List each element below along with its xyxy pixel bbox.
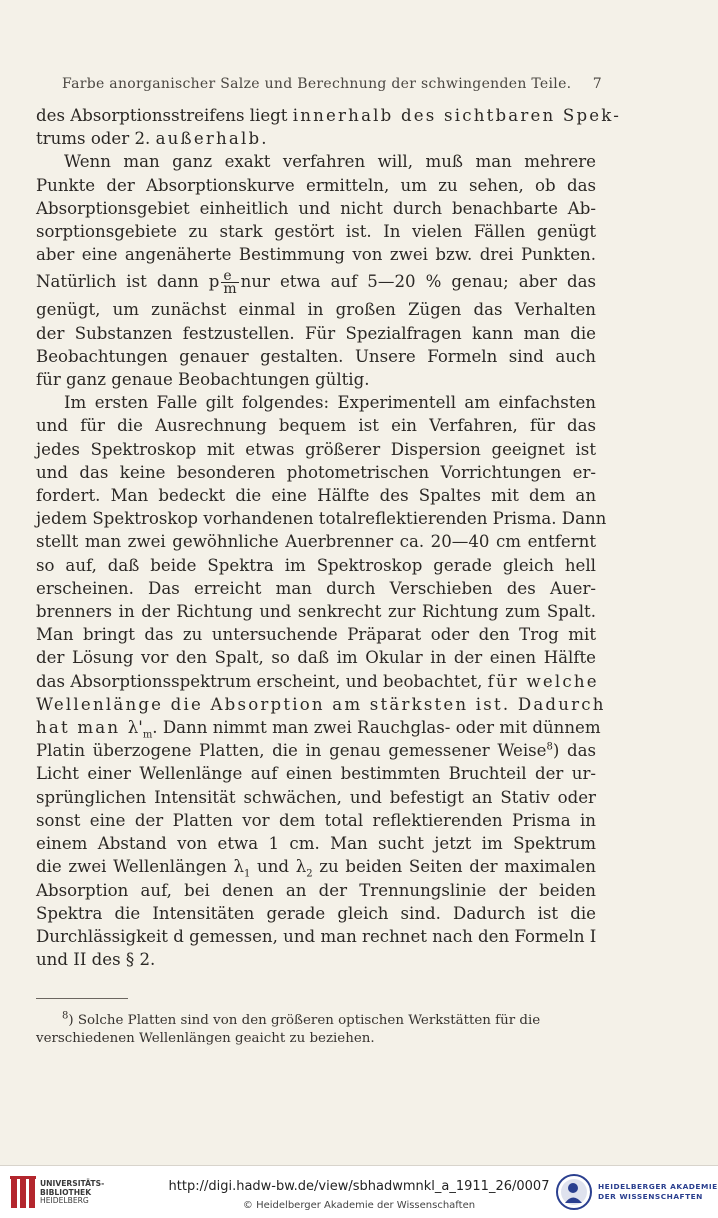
- text-line: Beobachtungen genauer gestalten. Unsere Formeln sind auch: [36, 346, 596, 366]
- footnote-line: verschiedenen Wellenlängen geaicht zu beziehen.: [36, 1031, 375, 1046]
- text-line: Platin überzogene Platten, die in genau gemessener Weise$^8$) das: [36, 741, 596, 761]
- footnote-marker: 8: [62, 1010, 69, 1022]
- text-line: jedem Spektroskop vorhandenen totalreflektierenden Prisma. Dann: [36, 509, 607, 529]
- footnote-ref: 8: [546, 741, 553, 753]
- text-line: Im ersten Falle gilt folgendes: Experimentell am einfachsten: [64, 393, 596, 413]
- university-library-label: UNIVERSITÄTS- BIBLIOTHEK HEIDELBERG: [40, 1179, 105, 1206]
- body-text: [36, 104, 622, 971]
- viewer-footer: [0, 1165, 718, 1218]
- text-line: Punkte der Absorptionskurve ermitteln, um zu sehen, ob das: [36, 175, 596, 195]
- running-head: [62, 76, 602, 92]
- text-line: Absorption auf, bei denen an der Trennungslinie der beiden: [36, 880, 596, 900]
- running-head-title: Farbe anorganischer Salze und Berechnung der schwingenden Teile.: [62, 76, 572, 92]
- text-line: und das keine besonderen photometrischen Vorrichtungen er-: [36, 462, 596, 482]
- copyright-notice: © Heidelberger Akademie der Wissenschaften: [242, 1200, 476, 1211]
- text-line: des Absorptionsstreifens liegt innerhalb des sichtbaren Spek-: [36, 106, 622, 125]
- text-line: Durchlässigkeit d gemessen, und man rechnet nach den Formeln I: [36, 926, 597, 946]
- footnote-line: $^8$) Solche Platten sind von den größeren optischen Werkstätten für die: [62, 1010, 541, 1028]
- text-line: Spektra die Intensitäten gerade gleich sind. Dadurch ist die: [36, 903, 596, 923]
- text-line: Wellenlänge die Absorption am stärksten ist. Dadurch: [36, 694, 606, 714]
- text-line: der Lösung vor den Spalt, so daß im Okular in der einen Hälfte: [36, 648, 596, 668]
- text-line: aber eine angenäherte Bestimmung von zwei bzw. drei Punkten.: [36, 245, 596, 265]
- text-line: einem Abstand von etwa 1 cm. Man sucht jetzt im Spektrum: [36, 834, 596, 854]
- text-line: brenners in der Richtung und senkrecht zur Richtung zum Spalt.: [36, 602, 596, 622]
- page-number: 7: [592, 76, 602, 92]
- text-line: sorptionsgebiete zu stark gestört ist. In vielen Fällen genügt: [36, 222, 596, 242]
- text-line: trums oder 2. außerhalb.: [36, 129, 269, 149]
- permalink-url[interactable]: http://digi.hadw-bw.de/view/sbhadwmnkl_a_1911_26/0007: [168, 1179, 550, 1194]
- footnote: [36, 1012, 596, 1048]
- fraction-line: Natürlich ist dann p $\frac{e}{m}$ nur etwa auf 5—20 % genau; aber das: [36, 268, 597, 298]
- text-line: so auf, daß beide Spektra im Spektroskop gerade gleich hell: [36, 555, 596, 575]
- text-line: fordert. Man bedeckt die eine Hälfte des Spaltes mit dem an: [36, 486, 596, 506]
- text-line: der Substanzen festzustellen. Für Spezialfragen kann man die: [36, 323, 596, 343]
- text-line: für ganz genaue Beobachtungen gültig.: [36, 370, 370, 390]
- text-line: genügt, um zunächst einmal in großen Zügen das Verhalten: [36, 300, 596, 320]
- text-line: erscheinen. Das erreicht man durch Verschieben des Auer-: [36, 578, 596, 598]
- academy-seal-icon: [556, 1174, 592, 1210]
- text-line: Licht einer Wellenlänge auf einen bestimmten Bruchteil der ur-: [36, 764, 596, 784]
- text-line: und II des § 2.: [36, 950, 156, 970]
- text-line: Wenn man ganz exakt verfahren will, muß man mehrere: [64, 152, 596, 172]
- text-line: Absorptionsgebiet einheitlich und nicht durch benachbarte Ab-: [36, 198, 596, 218]
- text-line: sonst eine der Platten vor dem total reflektierenden Prisma in: [36, 810, 596, 830]
- text-line: das Absorptionsspektrum erscheint, und beobachtet, für welche: [36, 671, 599, 691]
- text-line: sprünglichen Intensität schwächen, und befestigt an Stativ oder: [36, 787, 596, 807]
- fraction-e-over-m: $\frac{e}{m}$: [223, 268, 237, 298]
- text-line: hat man $\lambda'_m$. Dann nimmt man zwei Rauchglas- oder mit dünnem: [36, 718, 601, 741]
- text-line: stellt man zwei gewöhnliche Auerbrenner ca. 20—40 cm entfernt: [36, 532, 596, 552]
- footnote-divider: [36, 998, 128, 999]
- academy-label: HEIDELBERGER AKADEMIE DER WISSENSCHAFTEN: [598, 1182, 718, 1201]
- text-line: jedes Spektroskop mit etwas größerer Dispersion geeignet ist: [36, 439, 596, 459]
- text-line: Man bringt das zu untersuchende Präparat oder den Trog mit: [36, 625, 596, 645]
- text-line: und für die Ausrechnung bequem ist ein Verfahren, für das: [36, 416, 596, 436]
- text-line: die zwei Wellenlängen $\lambda_1$ und $\lambda_2$ zu beiden Seiten der maximalen: [36, 857, 596, 880]
